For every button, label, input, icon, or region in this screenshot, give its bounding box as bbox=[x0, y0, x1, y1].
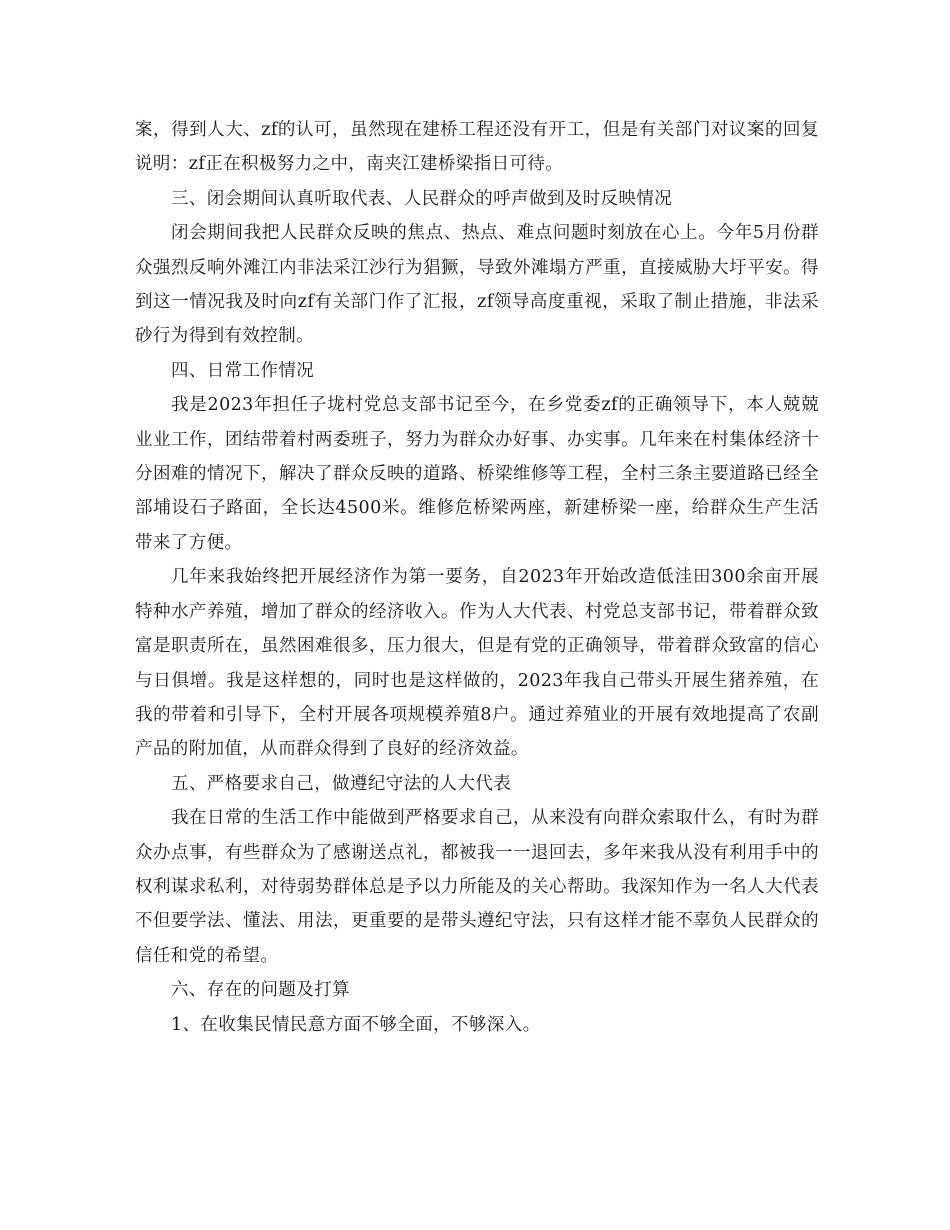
section-heading-4: 四、日常工作情况 bbox=[171, 360, 315, 381]
paragraph: 我在日常的生活工作中能做到严格要求自己，从来没有向群众索取什么，有时为群众办点事，有些群众为了感谢送点礼，都被我一一退回去，多年来我从没有利用手中的权利谋求私利，对待弱势群体总是予以力所能及的关心帮助。我深知作为一名人大代表不但要学法、懂法、用法，更重要的是带头遵纪守法，只有这样才能不辜负人民群众的信任和党的希望。 bbox=[135, 808, 819, 966]
paragraph: 闭会期间我把人民群众反映的焦点、热点、难点问题时刻放在心上。今年5月份群众强烈反响外滩江内非法采江沙行为猖獗，导致外滩塌方严重，直接威胁大圩平安。得到这一情况我及时向zf有关部门作了汇报，zf领导高度重视，采取了制止措施，非法采砂行为得到有效控制。 bbox=[135, 223, 819, 347]
section-heading-6: 六、存在的问题及打算 bbox=[171, 980, 350, 1001]
paragraph: 几年来我始终把开展经济作为第一要务，自2023年开始改造低洼田300余亩开展特种水产养殖，增加了群众的经济收入。作为人大代表、村党总支部书记，带着群众致富是职责所在，虽然困难很多，压力很大，但是有党的正确领导，带着群众致富的信心与日俱增。我是这样想的，同时也是这样做的，2023年我自己带头开展生猪养殖，在我的带着和引导下，全村开展各项规模养殖8户。通过养殖业的开展有效地提高了农副产品的附加值，从而群众得到了良好的经济效益。 bbox=[135, 567, 819, 760]
paragraph-continuation: 案，得到人大、zf的认可，虽然现在建桥工程还没有开工，但是有关部门对议案的回复说明：zf正在积极努力之中，南夹江建桥梁指日可待。 bbox=[135, 120, 819, 175]
list-item: 1、在收集民情民意方面不够全面，不够深入。 bbox=[171, 1014, 541, 1035]
document-body bbox=[135, 113, 819, 1042]
section-heading-3: 三、闭会期间认真听取代表、人民群众的呼声做到及时反映情况 bbox=[171, 188, 673, 209]
paragraph: 我是2023年担任子垅村党总支部书记至今，在乡党委zf的正确领导下，本人兢兢业业工作，团结带着村两委班子，努力为群众办好事、办实事。几年来在村集体经济十分困难的情况下，解决了群众反映的道路、桥梁维修等工程，全村三条主要道路已经全部埔设石子路面，全长达4500米。维修危桥梁两座，新建桥梁一座，给群众生产生活带来了方便。 bbox=[135, 395, 819, 553]
section-heading-5: 五、严格要求自己，做遵纪守法的人大代表 bbox=[171, 773, 512, 794]
